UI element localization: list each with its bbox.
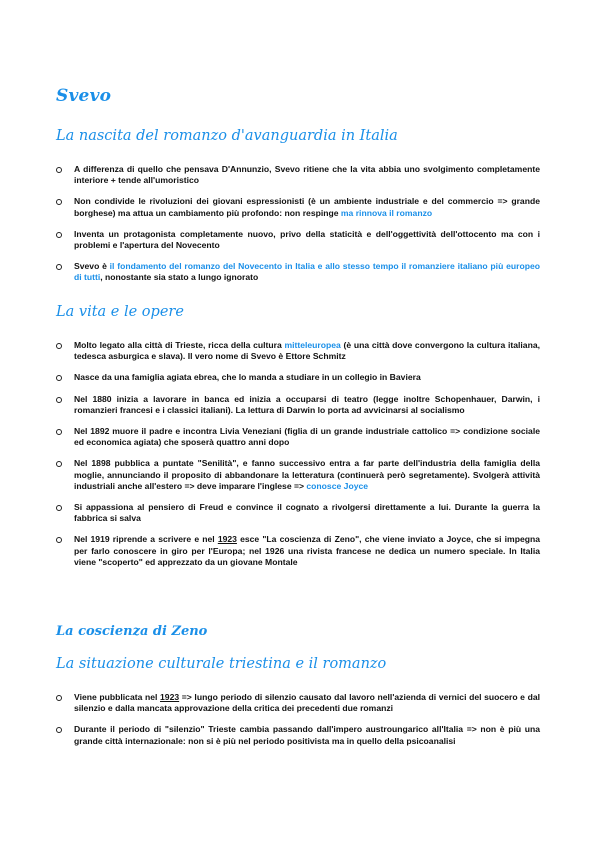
list-item bbox=[56, 229, 540, 251]
list-item bbox=[56, 164, 540, 186]
item-text: Nasce da una famiglia agiata ebrea, che lo manda a studiare in un collegio in Baviera bbox=[74, 372, 421, 383]
list-item bbox=[56, 724, 540, 746]
bullet-icon bbox=[56, 375, 62, 381]
list-item bbox=[56, 458, 540, 492]
bullet-icon bbox=[56, 232, 62, 238]
bullet-icon bbox=[56, 505, 62, 511]
list-item bbox=[56, 196, 540, 218]
bullet-icon bbox=[56, 343, 62, 349]
list-item bbox=[56, 426, 540, 448]
item-text: Nel 1919 riprende a scrivere e nel bbox=[74, 534, 218, 545]
bullet-icon bbox=[56, 727, 62, 733]
heading-vita: La vita e le opere bbox=[56, 304, 184, 320]
list-item bbox=[56, 340, 540, 362]
item-text: A differenza di quello che pensava D'Annunzio, Svevo ritiene che la vita abbia uno svolgimento completamente interiore + tende all'umoristico bbox=[74, 164, 540, 186]
item-text: Non condivide le rivoluzioni dei giovani espressionisti (è un ambiente industriale e del commercio => grande borghese) ma attua un cambiamento più profondo: non respinge bbox=[74, 196, 540, 218]
list-vita bbox=[56, 340, 540, 568]
list-item bbox=[56, 372, 540, 383]
item-text: Inventa un protagonista completamente nuovo, privo della staticità e dell'oggettività dell'ottocento ma con i problemi e l'apertura del Novecento bbox=[74, 228, 540, 251]
list-nascita bbox=[56, 164, 540, 284]
list-item bbox=[56, 534, 540, 568]
bullet-icon bbox=[56, 461, 62, 467]
bullet-icon bbox=[56, 264, 62, 270]
list-item bbox=[56, 261, 540, 283]
item-highlight: conosce Joyce bbox=[306, 480, 369, 491]
bullet-icon bbox=[56, 199, 62, 205]
heading-coscienza: La coscienza di Zeno bbox=[56, 624, 208, 639]
item-text: Viene pubblicata nel bbox=[74, 692, 161, 702]
list-item bbox=[56, 502, 540, 524]
list-situazione bbox=[56, 692, 540, 747]
heading-nascita: La nascita del romanzo d'avanguardia in Italia bbox=[56, 128, 398, 144]
item-text: => lungo periodo di silenzio causato dal lavoro nell'azienda di vernici del suocero e dal silenzio e dalla mancata approvazione della critica dei precedenti due romanzi bbox=[74, 692, 541, 714]
item-text: Svevo è bbox=[74, 261, 110, 272]
item-text: Nel 1880 inizia a lavorare in banca ed inizia a occuparsi di teatro (legge inoltre Schopenhauer, Darwin, i romanzieri francesi e i classici italiani). La lettura di Darwin lo porta ad avvicinarsi al socialismo bbox=[74, 393, 540, 415]
item-text: , nonostante sia stato a lungo ignorato bbox=[100, 272, 259, 283]
heading-situazione: La situazione culturale triestina e il romanzo bbox=[56, 656, 387, 672]
list-item bbox=[56, 692, 540, 714]
item-text: Molto legato alla città di Trieste, ricca della cultura bbox=[74, 340, 285, 350]
bullet-icon bbox=[56, 429, 62, 435]
item-text: Nel 1898 pubblica a puntate "Senilità", e fanno successivo entra a far parte dell'industria della famiglia della moglie, annunciando il proposito di abbandonare la letteratura (continuerà però segretamente). Svolgerà attività industriali anche all'estero => deve imparare l'inglese => bbox=[74, 458, 540, 491]
bullet-icon bbox=[56, 695, 62, 701]
bullet-icon bbox=[56, 537, 62, 543]
bullet-icon bbox=[56, 397, 62, 403]
item-text: (è una città dove convergono la cultura italiana, tedesca asburgica e slava). Il vero nome di Svevo è Ettore Schmitz bbox=[74, 340, 540, 362]
item-highlight: il fondamento del romanzo del Novecento in Italia e allo stesso tempo il romanziere italiano più europeo di tutti bbox=[74, 261, 540, 283]
item-text: esce "La coscienza di Zeno", che viene inviato a Joyce, che si impegna per farlo conoscere in giro per l'Europa; nel 1926 una rivista francese ne dedica un numero speciale. In Italia viene "scoperto" ed apprezzato da un giovane Montale bbox=[74, 534, 540, 567]
item-text: Durante il periodo di "silenzio" Trieste cambia passando dall'impero austroungarico all'Italia => non è più una grande città internazionale: non si è più nel periodo positivista ma in quello della psicoanalisi bbox=[74, 724, 540, 746]
item-underlined: 1923 bbox=[217, 534, 237, 545]
item-text: Nel 1892 muore il padre e incontra Livia Veneziani (figlia di un grande industriale cattolico => condizione sociale ed economica agiata) che sposerà quattro anni dopo bbox=[74, 426, 540, 448]
item-highlight: mitteleuropea bbox=[284, 340, 341, 350]
item-highlight: ma rinnova il romanzo bbox=[340, 207, 433, 218]
bullet-icon bbox=[56, 167, 62, 173]
item-text: Si appassiona al pensiero di Freud e convince il cognato a rivolgersi direttamente a lui. Durante la guerra la fabbrica si salva bbox=[74, 502, 540, 524]
page-title: Svevo bbox=[56, 86, 112, 106]
list-item bbox=[56, 394, 540, 416]
item-underlined: 1923 bbox=[160, 692, 180, 702]
